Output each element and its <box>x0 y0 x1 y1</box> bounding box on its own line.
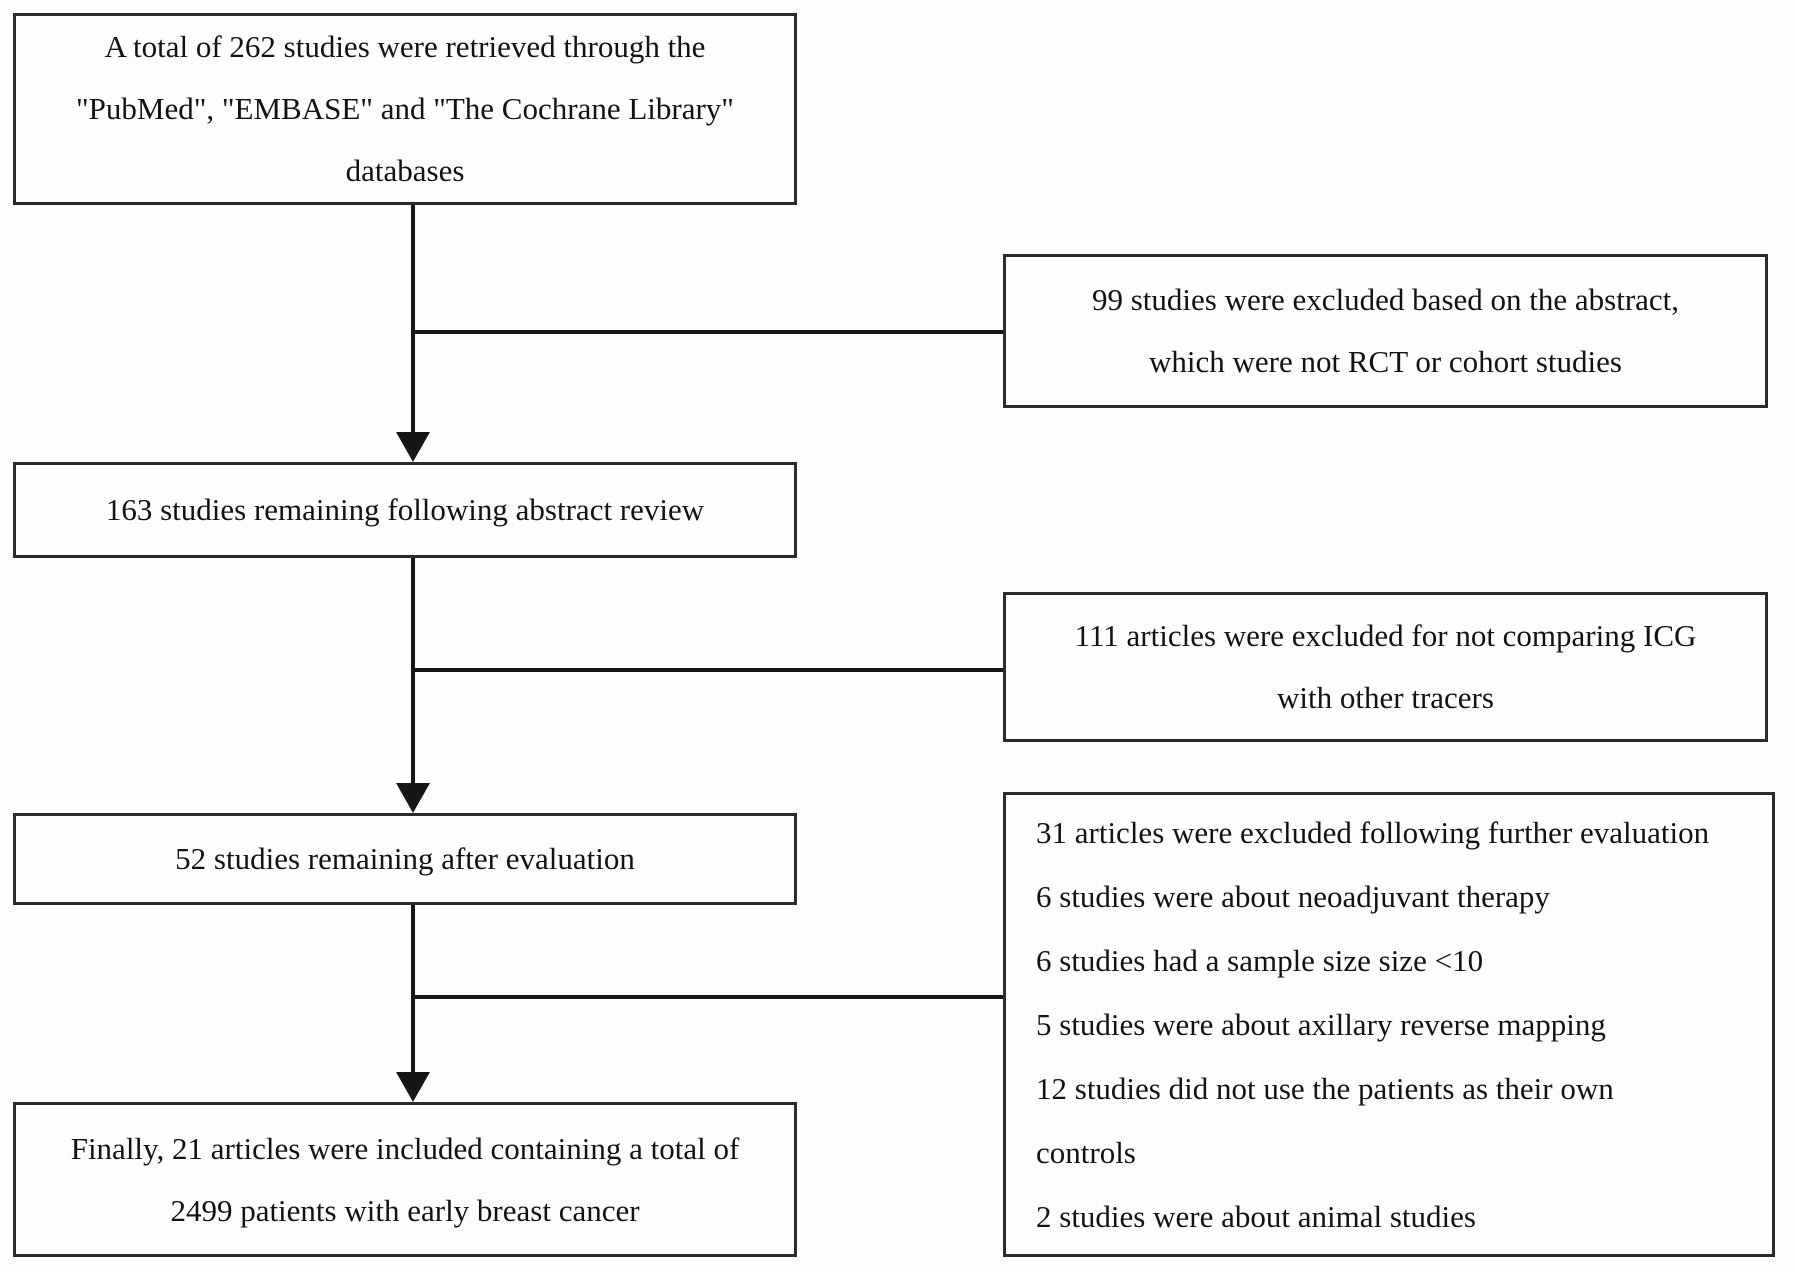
node-text-line: 52 studies remaining after evaluation <box>175 841 635 876</box>
connector-line-vertical-1 <box>411 205 415 435</box>
node-text-line: with other tracers <box>1277 680 1494 715</box>
node-text-line: 111 articles were excluded for not comparing ICG <box>1074 618 1697 653</box>
node-final-included <box>13 1102 797 1257</box>
node-abstract-review-remaining <box>13 462 797 558</box>
node-text-line: 31 articles were excluded following further evaluation <box>1036 814 1710 850</box>
arrowhead-down-icon <box>396 783 430 813</box>
arrowhead-down-icon <box>396 432 430 462</box>
connector-line-branch-1 <box>413 330 1003 334</box>
node-text-line: 2 studies were about animal studies <box>1036 1198 1476 1234</box>
node-text-line: 2499 patients with early breast cancer <box>170 1192 640 1228</box>
node-excluded-tracers <box>1003 592 1768 742</box>
connector-line-branch-2 <box>413 668 1003 672</box>
node-text-line: 5 studies were about axillary reverse mapping <box>1036 1006 1606 1042</box>
node-text-line: 99 studies were excluded based on the abstract, <box>1091 282 1680 317</box>
node-text-line: controls <box>1036 1134 1136 1170</box>
node-text-line: "PubMed", "EMBASE" and "The Cochrane Library" <box>76 91 734 126</box>
node-text-line: A total of 262 studies were retrieved through the <box>104 29 706 64</box>
node-text-line: 6 studies were about neoadjuvant therapy <box>1036 878 1550 914</box>
node-text-line: Finally, 21 articles were included containing a total of <box>70 1130 740 1166</box>
connector-line-branch-3 <box>413 995 1003 999</box>
connector-line-vertical-3 <box>411 905 415 1075</box>
arrowhead-down-icon <box>396 1072 430 1102</box>
node-evaluation-remaining <box>13 813 797 905</box>
node-text-line: databases <box>345 153 465 188</box>
node-studies-retrieved <box>13 13 797 205</box>
connector-line-vertical-2 <box>411 558 415 786</box>
node-excluded-abstract <box>1003 254 1768 408</box>
node-text-line: 6 studies had a sample size size <10 <box>1036 942 1484 978</box>
node-excluded-further-evaluation <box>1003 792 1775 1257</box>
node-text-line: 12 studies did not use the patients as their own <box>1036 1070 1614 1106</box>
node-text-line: which were not RCT or cohort studies <box>1149 344 1622 379</box>
node-text-line: 163 studies remaining following abstract review <box>105 492 705 527</box>
